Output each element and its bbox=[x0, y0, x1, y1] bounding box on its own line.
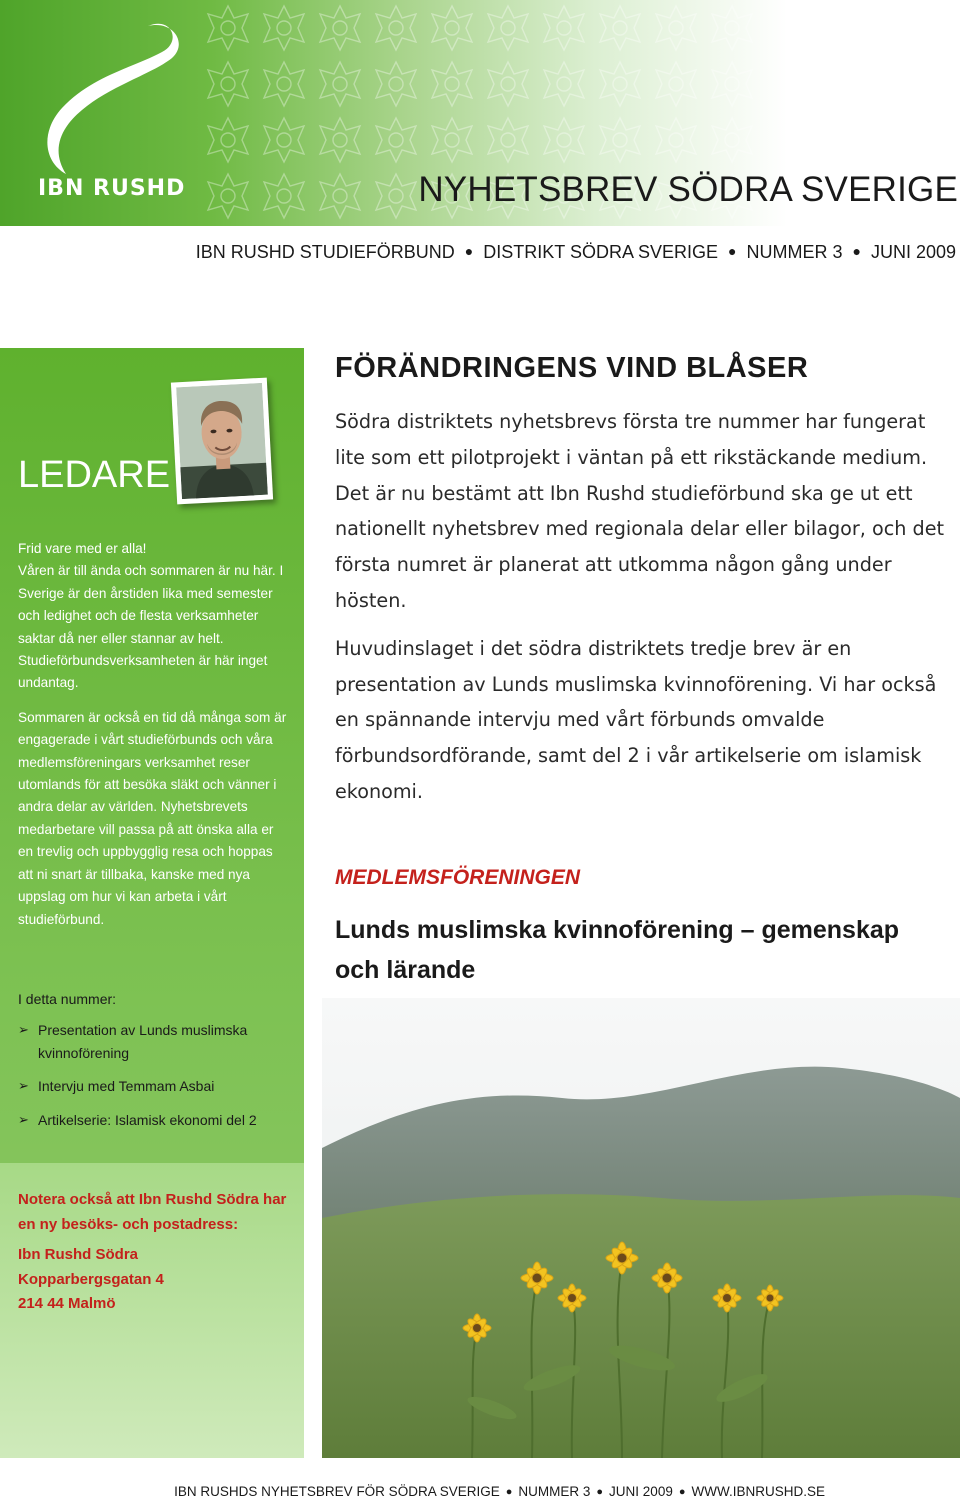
contents-item-text: Presentation av Lunds muslimska kvinnoförening bbox=[38, 1022, 248, 1061]
bullet-separator: ● bbox=[678, 1486, 686, 1498]
arrow-bullet-icon: ➢ bbox=[18, 1111, 29, 1127]
contents-item-text: Artikelserie: Islamisk ekonomi del 2 bbox=[38, 1111, 257, 1128]
sidebar-title: LEDARE bbox=[18, 454, 171, 496]
contents-label: I detta nummer: bbox=[18, 991, 117, 1007]
newsletter-title: NYHETSBREV SÖDRA SVERIGE bbox=[418, 170, 958, 209]
landscape-photo bbox=[322, 998, 960, 1458]
article-body bbox=[335, 404, 955, 822]
issue-organization: IBN RUSHD STUDIEFÖRBUND bbox=[195, 242, 455, 262]
leader-paragraph-2: Sommaren är också en tid då många som är engagerade i vårt studieförbunds och våra medlemsföreningars verksamhet reser utomlands för att besöka släkt och vänner i andra delar av världen. Nyhetsbrevets medarbetare vill passa på att önska alla er en trevlig och uppbygglig resa och hoppas att ni snart är tillbaka, kanske med nya uppslag om hur vi kan arbeta i vårt studieförbund. bbox=[18, 709, 287, 927]
address-notice bbox=[18, 1188, 298, 1317]
leader-text bbox=[18, 538, 290, 943]
author-portrait bbox=[171, 378, 273, 505]
footer-number: NUMMER 3 bbox=[518, 1484, 591, 1499]
greeting: Frid vare med er alla! bbox=[18, 541, 147, 556]
article-paragraph-1: Södra distriktets nyhetsbrevs första tre nummer har fungerat lite som ett pilotprojekt i väntan på ett rikstäckande medium. Det är nu bestämt att Ibn Rushd studieförbund ska ge ut ett nationellt nyhetsbrev med regionala delar eller bilagor, och det första numret är planerat att utkomma någon gång under hösten. bbox=[335, 410, 945, 612]
address-city: 214 44 Malmö bbox=[18, 1295, 116, 1312]
leader-paragraph-1: Våren är till ända och sommaren är nu här. I Sverige är den årstiden lika med semester och ledighet och de flesta verksamheter saktar då ner eller stannar av helt. Studieförbundsverksamheten är här inget undantag. bbox=[18, 563, 284, 691]
header-banner bbox=[0, 0, 960, 226]
contents-item-text: Intervju med Temmam Asbai bbox=[38, 1078, 215, 1094]
issue-line bbox=[196, 242, 956, 263]
issue-date: JUNI 2009 bbox=[870, 242, 956, 262]
list-item bbox=[18, 1019, 298, 1064]
footer-date: JUNI 2009 bbox=[609, 1484, 673, 1499]
address-street: Kopparbergsgatan 4 bbox=[18, 1270, 164, 1288]
arrow-bullet-icon: ➢ bbox=[18, 1078, 29, 1093]
section-title: Lunds muslimska kvinnoförening – gemenskap och lärande bbox=[335, 916, 900, 984]
issue-district: DISTRIKT SÖDRA SVERIGE bbox=[483, 242, 718, 262]
page-footer bbox=[0, 1484, 960, 1499]
bullet-separator: ● bbox=[596, 1486, 604, 1498]
section-label: MEDLEMSFÖRENINGEN bbox=[335, 866, 581, 889]
bullet-separator: ● bbox=[852, 243, 861, 259]
address-name: Ibn Rushd Södra bbox=[18, 1246, 138, 1263]
issue-number: NUMMER 3 bbox=[746, 242, 843, 262]
portrait-image bbox=[176, 383, 268, 499]
article-heading: FÖRÄNDRINGENS VIND BLÅSER bbox=[335, 352, 809, 384]
logo-text: IBN RUSHD bbox=[38, 176, 186, 201]
bullet-separator: ● bbox=[505, 1486, 513, 1498]
bullet-separator: ● bbox=[464, 243, 474, 259]
contents-list bbox=[18, 1019, 298, 1142]
bullet-separator: ● bbox=[728, 243, 737, 259]
article-paragraph-2: Huvudinslaget i det södra distriktets tredje brev är en presentation av Lunds muslimska kvinnoförening. Vi har också en spännande intervju med vårt förbunds omvalde förbundsordförande, samt del 2 i vår artikelserie om islamisk ekonomi. bbox=[335, 636, 937, 803]
notice-text: Notera också att Ibn Rushd Södra har en ny besöks- och postadress: bbox=[18, 1191, 287, 1233]
footer-title: IBN RUSHDS NYHETSBREV FÖR SÖDRA SVERIGE bbox=[174, 1484, 500, 1499]
arrow-bullet-icon: ➢ bbox=[18, 1022, 29, 1037]
footer-website: WWW.IBNRUSHD.SE bbox=[691, 1484, 825, 1499]
list-item bbox=[18, 1109, 298, 1132]
list-item bbox=[18, 1075, 298, 1098]
